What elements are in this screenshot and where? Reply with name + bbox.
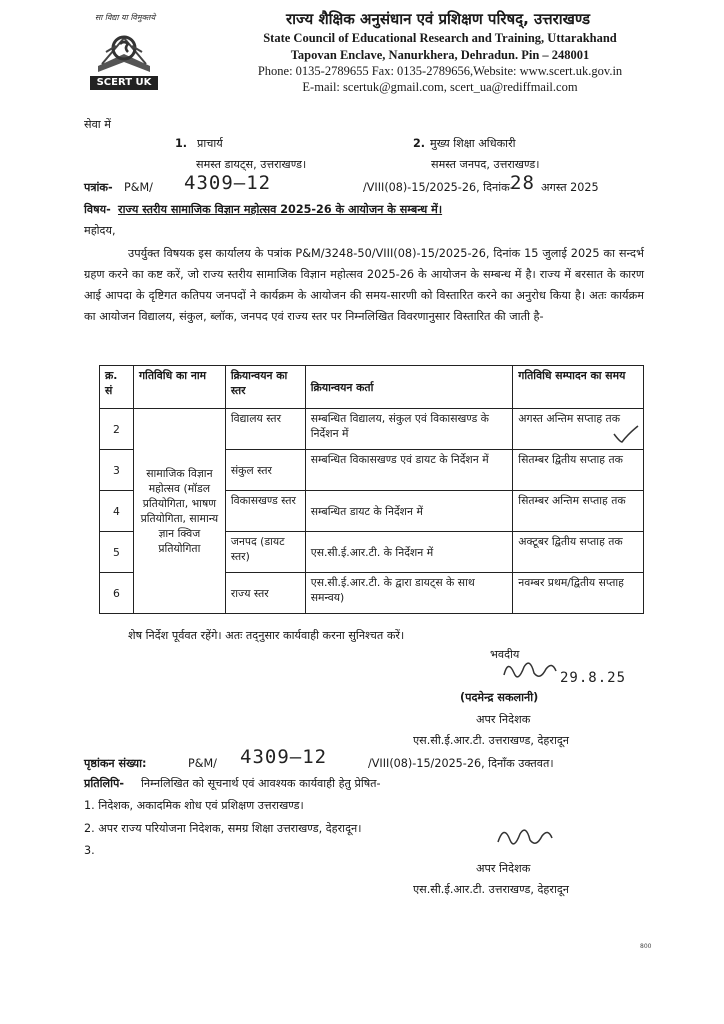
recipient-2-sub: समस्त जनपद, उत्तराखण्ड। [431,158,540,171]
cell-time: सितम्बर द्वितीय सप्ताह तक [513,450,644,491]
header-sn: क्र. सं [100,366,134,409]
endorsement-handwritten-number: 4309—12 [240,746,328,768]
logo-text: SCERT UK [96,77,152,88]
letterhead-title-hindi: राज्य शैक्षिक अनुसंधान एवं प्रशिक्षण परिषद्, उत्तराखण्ड [285,10,591,28]
recipient-1-number: 1. [175,137,188,150]
signature-2-designation: अपर निदेशक [476,862,531,875]
copy-item-1: 1. निदेशक, अकादमिक शोध एवं प्रशिक्षण उत्तराखण्ड। [84,799,304,812]
signature-1-office: एस.सी.ई.आर.टी. उत्तराखण्ड, देहरादून [413,734,569,747]
cell-time: सितम्बर अन्तिम सप्ताह तक [513,491,644,532]
cell-doer: सम्बन्धित विकासखण्ड एवं डायट के निर्देशन में [305,450,513,491]
letterhead-phone: Phone: 0135-2789655 Fax: 0135-2789656,Website: www.scert.uk.gov.in [257,64,623,78]
copy-text: निम्नलिखित को सूचनार्थ एवं आवश्यक कार्यवाही हेतु प्रेषित- [141,777,381,790]
cell-time: नवम्बर प्रथम/द्वितीय सप्ताह [513,573,644,614]
letter-ref-handwritten-date: 28 [510,172,535,194]
signature-2-scribble [494,820,554,854]
recipient-2-number: 2. [413,137,426,150]
cell-doer: सम्बन्धित डायट के निर्देशन में [305,491,513,532]
letter-ref-handwritten-number: 4309—12 [184,172,272,194]
cell-sn: 2 [100,409,134,450]
scert-logo [80,8,168,94]
checkmark-icon [612,424,640,446]
letter-ref-prefix: P&M/ [124,181,153,194]
cell-level: विद्यालय स्तर [225,409,305,450]
letterhead-address: Tapovan Enclave, Nanurkhera, Dehradun. Pin – 248001 [290,48,590,62]
letterhead-title-english: State Council of Educational Research and Training, Uttarakhand [263,31,617,45]
logo-motto: सा विद्या या विमुक्तये [94,13,156,22]
cell-doer: एस.सी.ई.आर.टी. के निर्देशन में [305,532,513,573]
letter-ref-label: पत्रांक- [84,181,113,194]
signature-1-name: (पदमेन्द्र सकलानी) [460,691,539,704]
closing-note: शेष निर्देश पूर्ववत रहेंगे। अतः तद्नुसार कार्यवाही करना सुनिश्चत करें। [128,629,405,642]
cell-activity-name: सामाजिक विज्ञान महोत्सव (मॉडल प्रतियोगिता, भाषण प्रतियोगिता, सामान्य ज्ञान क्विज प्रतियोगिता [133,409,225,614]
header-level: क्रियान्वयन का स्तर [225,366,305,409]
header-doer: क्रियान्वयन कर्ता [305,366,513,409]
bhavdiya: भवदीय [490,648,520,661]
cell-sn: 6 [100,573,134,614]
cell-time: अक्टूबर द्वितीय सप्ताह तक [513,532,644,573]
cell-sn: 5 [100,532,134,573]
cell-level: जनपद (डायट स्तर) [225,532,305,573]
signature-1-date: 29.8.25 [560,670,627,686]
signature-2-office: एस.सी.ई.आर.टी. उत्तराखण्ड, देहरादून [413,883,569,896]
recipient-2-title: मुख्य शिक्षा अधिकारी [430,137,516,150]
cell-sn: 3 [100,450,134,491]
subject-text: राज्य स्तरीय सामाजिक विज्ञान महोत्सव 2025-26 के आयोजन के सम्बन्ध में। [118,203,443,216]
header-time: गतिविधि सम्पादन का समय [513,366,644,409]
letterhead-email: E-mail: scertuk@gmail.com, scert_ua@rediffmail.com [302,80,578,94]
signature-1-scribble [500,655,560,687]
body-paragraph: उपर्युक्त विषयक इस कार्यालय के पत्रांक P&M/3248-50/VIII(08)-15/2025-26, दिनांक 15 जुलाई 2025 का सन्दर्भ ग्रहण करने का कष्ट करें, जो राज्य स्तरीय सामाजिक विज्ञान महोत्सव 2025-26 के आयोजन के सम्बन्ध में है। राज्य में बरसात के कारण आई आपदा के दृष्टिगत कतिपय जनपदों ने कार्यक्रम के आयोजन की समय-सारणी को विस्तारित करने का अनुरोध किया है। अतः कार्यक्रम का आयोजन विद्यालय, संकुल, ब्लॉक, जनपद एवं राज्य स्तर पर निम्नलिखित विवरणानुसार विस्तारित की जाती है- [84,247,644,323]
subject-label: विषय- [84,203,111,216]
cell-time: अगस्त अन्तिम सप्ताह तक [513,409,644,450]
endorsement-prefix: P&M/ [188,757,217,770]
cell-sn: 4 [100,491,134,532]
footer-mark: 800 [640,943,652,950]
recipient-1-title: प्राचार्य [197,137,223,150]
cell-level: संकुल स्तर [225,450,305,491]
letter-ref-month-year: अगस्त 2025 [541,181,599,194]
recipient-1-sub: समस्त डायट्स, उत्तराखण्ड। [196,158,307,171]
seva-me: सेवा में [84,118,111,131]
signature-1-designation: अपर निदेशक [476,713,531,726]
cell-doer: सम्बन्धित विद्यालय, संकुल एवं विकासखण्ड के निर्देशन में [305,409,513,450]
letter-ref-suffix: /VIII(08)-15/2025-26, दिनांक- [363,181,514,194]
table-row [100,409,644,450]
header-activity: गतिविधि का नाम [133,366,225,409]
schedule-table [99,365,644,614]
copy-item-2: 2. अपर राज्य परियोजना निदेशक, समग्र शिक्षा उत्तराखण्ड, देहरादून। [84,822,362,835]
copy-label: प्रतिलिपि- [84,777,125,790]
salutation: महोदय, [84,224,116,237]
cell-level: राज्य स्तर [225,573,305,614]
endorsement-label: पृष्ठांकन संख्या: [84,757,147,770]
cell-doer: एस.सी.ई.आर.टी. के द्वारा डायट्स के साथ समन्वय) [305,573,513,614]
copy-item-3: 3. [84,844,95,857]
endorsement-suffix: /VIII(08)-15/2025-26, दिनाँक उक्तवत। [368,757,554,770]
table-header-row [100,366,644,409]
cell-level: विकासखण्ड स्तर [225,491,305,532]
